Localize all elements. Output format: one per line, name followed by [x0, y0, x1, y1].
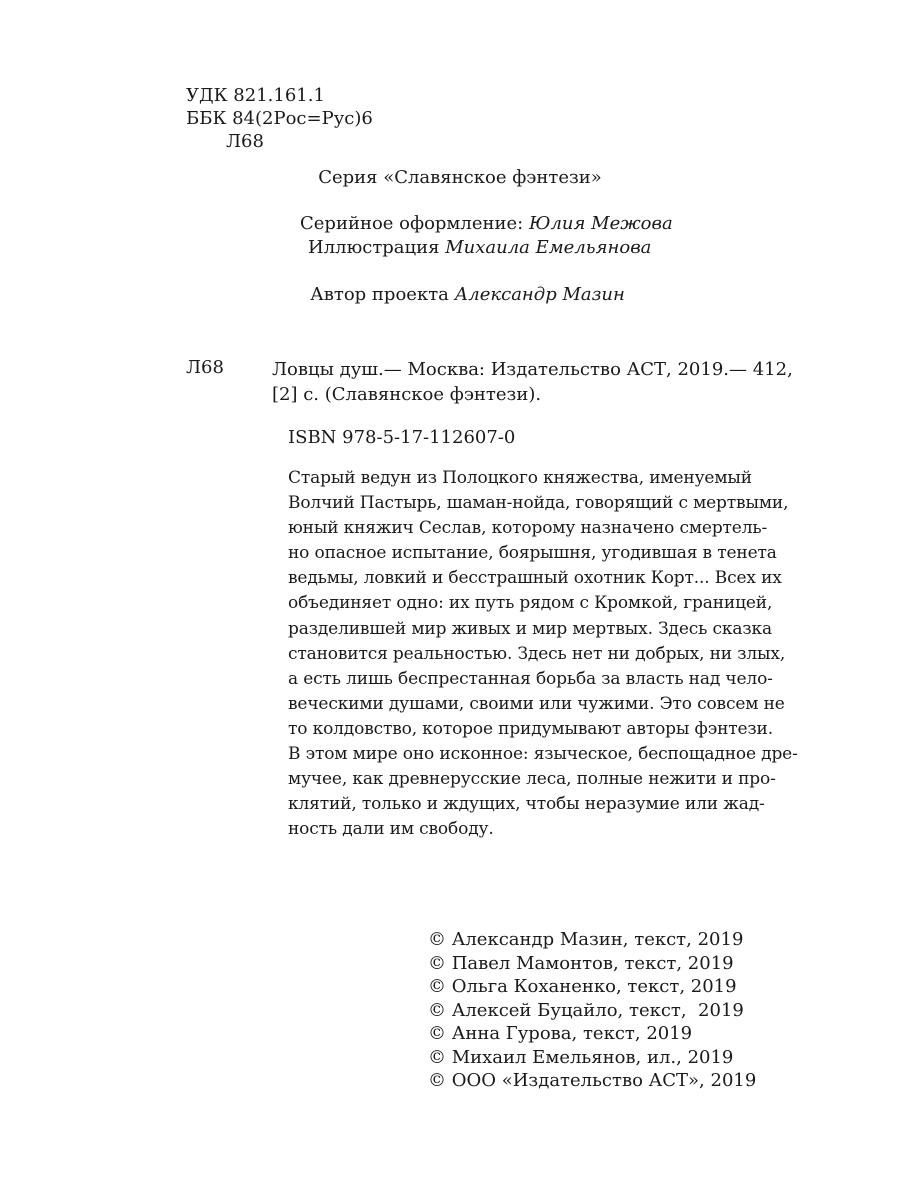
annotation-line: но опасное испытание, боярышня, угодившая в тенета [288, 543, 777, 564]
copyright-line: © ООО «Издательство АСТ», 2019 [428, 1070, 757, 1091]
copyright-line: © Ольга Коханенко, текст, 2019 [428, 976, 737, 997]
project-author-label: Автор проекта [310, 284, 449, 305]
annotation-line: разделившей мир живых и мир мертвых. Здесь сказка [288, 618, 772, 639]
annotation-line: юный княжич Сеслав, которому назначено смертель- [288, 518, 768, 539]
annotation-line: объединяет одно: их путь рядом с Кромкой, границей, [288, 593, 773, 614]
copyright-line: © Александр Мазин, текст, 2019 [428, 929, 744, 950]
bibliographic-mark: Л68 [186, 357, 224, 378]
classification-block [186, 84, 373, 153]
annotation-line: веческими душами, своими или чужими. Это совсем не [288, 693, 785, 714]
bibliographic-record [272, 357, 793, 407]
project-author-name: Александр Мазин [454, 284, 625, 305]
series-designer-name: Юлия Межова [528, 213, 673, 234]
copyright-line: © Алексей Буцайло, текст, 2019 [428, 999, 744, 1021]
annotation-line: В этом мире оно исконное: языческое, беспощадное дре- [288, 744, 798, 765]
illustration-label: Иллюстрация [308, 237, 440, 258]
illustration-credit [300, 236, 673, 260]
bibliographic-line-1: Ловцы душ.— Москва: Издательство АСТ, 2019.— 412, [272, 359, 793, 380]
bbk-code: ББК 84(2Рос=Рус)6 [186, 108, 373, 129]
illustrator-name: Михаила Емельянова [445, 237, 652, 258]
annotation-line: Волчий Пастырь, шаман-нойда, говорящий с мертвыми, [288, 493, 789, 514]
copyright-line: © Анна Гурова, текст, 2019 [428, 1023, 693, 1044]
isbn: ISBN 978-5-17-112607-0 [288, 427, 516, 448]
annotation-line: ность дали им свободу. [288, 819, 494, 840]
copyright-line: © Павел Мамонтов, текст, 2019 [428, 952, 734, 974]
author-mark: Л68 [226, 131, 264, 152]
annotation-line: ведьмы, ловкий и бесстрашный охотник Корт... Всех их [288, 568, 782, 589]
series-line: Серия «Славянское фэнтези» [318, 167, 602, 188]
annotation [288, 466, 798, 842]
annotation-line: мучее, как древнерусские леса, полные нежити и про- [288, 769, 776, 790]
annotation-line: то колдовство, которое придумывают авторы фэнтези. [288, 718, 773, 739]
annotation-line: клятий, только и ждущих, чтобы неразумие или жад- [288, 794, 765, 815]
series-design-label: Серийное оформление: [300, 213, 524, 234]
annotation-line: становится реальностью. Здесь нет ни добрых, ни злых, [288, 643, 786, 664]
annotation-line: а есть лишь беспрестанная борьба за власть над чело- [288, 668, 773, 689]
design-credits [300, 212, 673, 260]
project-author-credit [0, 284, 900, 305]
udk-code: УДК 821.161.1 [186, 85, 325, 106]
annotation-line: Старый ведун из Полоцкого княжества, именуемый [288, 468, 752, 488]
bibliographic-line-2: [2] с. (Славянское фэнтези). [272, 384, 542, 405]
copyright-block [428, 928, 756, 1093]
copyright-line: © Михаил Емельянов, ил., 2019 [428, 1046, 734, 1068]
series-design-credit [300, 212, 673, 236]
